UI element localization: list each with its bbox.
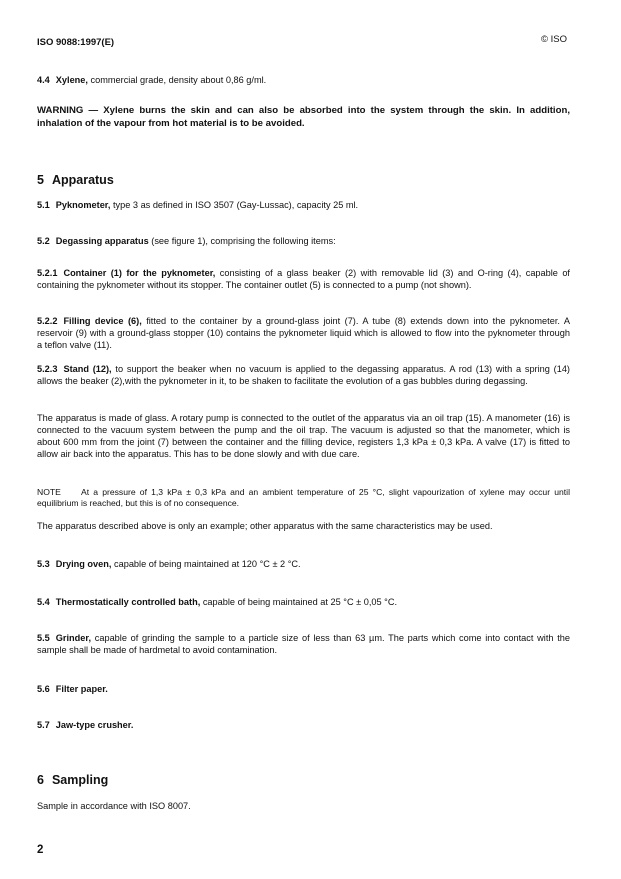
- clause-number: 5.6: [37, 684, 50, 694]
- copyright-notice: © ISO: [540, 34, 567, 45]
- section-title: Apparatus: [51, 173, 114, 187]
- clause-number: 5.2.3: [37, 364, 58, 374]
- clause-term: Drying oven,: [55, 559, 112, 569]
- clause-text: commercial grade, density about 0,86 g/ml.: [90, 75, 267, 85]
- clause-text: to support the beaker when no vacuum is applied to the degassing apparatus. A rod (13) with a spring (14) allows the beaker (2),with the pyknometer in it, to be shaken to facilitate the evolution of a gas bubbles during degassing.: [37, 364, 570, 386]
- clause-text: capable of being maintained at 120 °C ± 2 °C.: [114, 559, 301, 569]
- clause-number: 5.3: [37, 559, 50, 569]
- section-5-heading: [37, 172, 570, 188]
- clause-5-1: [37, 200, 570, 212]
- clause-text: type 3 as defined in ISO 3507 (Gay-Lussac), capacity 25 ml.: [112, 200, 359, 210]
- clause-5-6: [37, 684, 570, 696]
- clause-term: Xylene,: [55, 75, 88, 85]
- sampling-paragraph: Sample in accordance with ISO 8007.: [37, 801, 191, 811]
- clause-text: consisting of a glass beaker (2) with removable lid (3) and O-ring (4), capable of containing the pyknometer without its stopper. The container outlet (5) is connected to a pump (not shown).: [37, 268, 570, 290]
- clause-term: Thermostatically controlled bath,: [55, 597, 201, 607]
- clause-5-2: [37, 236, 570, 248]
- example-paragraph: The apparatus described above is only an example; other apparatus with the same characteristics may be used.: [37, 521, 493, 531]
- note-text: At a pressure of 1,3 kPa ± 0,3 kPa and an ambient temperature of 25 °C, slight vapourization of xylene may occur until equilibrium is reached, but this is of no consequence.: [37, 487, 570, 509]
- clause-5-7: [37, 720, 570, 732]
- clause-term: Grinder,: [55, 633, 92, 643]
- section-6-heading: [37, 772, 570, 788]
- clause-5-2-1: [37, 268, 570, 292]
- clause-text: fitted to the container by a ground-glass joint (7). A tube (8) extends down into the pyknometer. A reservoir (9) with a ground-glass stopper (10) contains the pyknometer liquid which is allowed to flow into the pyknometer through a teflon valve (11).: [37, 316, 570, 350]
- clause-term: Stand (12),: [63, 364, 112, 374]
- clause-number: 5.4: [37, 597, 50, 607]
- clause-number: 5.1: [37, 200, 50, 210]
- note: [37, 487, 570, 509]
- clause-5-5: [37, 633, 570, 657]
- warning-paragraph: WARNING — Xylene burns the skin and can also be absorbed into the system through the skin. In addition, inhalation of the vapour from hot material is to be avoided.: [37, 105, 570, 129]
- clause-5-2-3: [37, 364, 570, 388]
- clause-number: 5.2.1: [37, 268, 58, 278]
- clause-text: capable of being maintained at 25 °C ± 0,05 °C.: [202, 597, 398, 607]
- clause-term: Degassing apparatus: [55, 236, 149, 246]
- clause-5-4: [37, 597, 570, 609]
- note-label: NOTE: [37, 487, 61, 497]
- clause-term: Pyknometer,: [55, 200, 111, 210]
- section-number: 6: [37, 773, 44, 787]
- clause-number: 5.2: [37, 236, 50, 246]
- clause-term: Jaw-type crusher.: [55, 720, 134, 730]
- clause-number: 5.2.2: [37, 316, 58, 326]
- clause-number: 4.4: [37, 75, 50, 85]
- clause-text: capable of grinding the sample to a particle size of less than 63 µm. The parts which come into contact with the sample shall be made of hardmetal to avoid contamination.: [37, 633, 570, 655]
- standard-identifier: ISO 9088:1997(E): [37, 37, 115, 48]
- clause-4-4: [37, 75, 570, 87]
- clause-text: (see figure 1), comprising the following items:: [151, 236, 336, 246]
- apparatus-paragraph: The apparatus is made of glass. A rotary pump is connected to the outlet of the apparatus via an oil trap (15). A manometer (16) is connected to the vacuum system between the pump and the oil trap. The vacuum is adjusted so that the manometer, which is about 600 mm from the joint (7) between the container and the filling device, registers 1,3 kPa ± 0,3 kPa. A valve (17) is fitted to allow air back into the apparatus. This has to be done slowly and with due care.: [37, 413, 570, 459]
- clause-number: 5.7: [37, 720, 50, 730]
- clause-5-2-2: [37, 316, 570, 352]
- clause-number: 5.5: [37, 633, 50, 643]
- section-title: Sampling: [51, 773, 109, 787]
- clause-term: Filling device (6),: [63, 316, 142, 326]
- clause-5-3: [37, 559, 570, 571]
- clause-term: Container (1) for the pyknometer,: [63, 268, 216, 278]
- page-number: 2: [37, 844, 44, 856]
- section-number: 5: [37, 173, 44, 187]
- clause-term: Filter paper.: [55, 684, 108, 694]
